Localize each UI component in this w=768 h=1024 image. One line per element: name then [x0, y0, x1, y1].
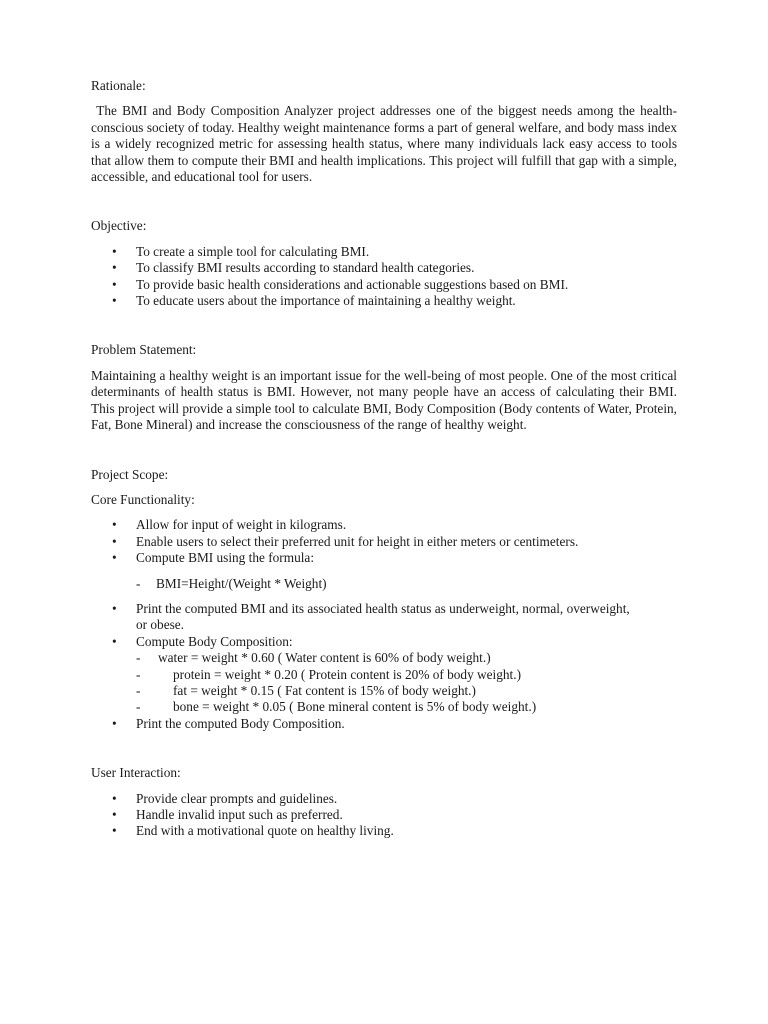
list-item: • Print the computed BMI and its associated health status as underweight, normal, overweight, or obese. [112, 600, 630, 633]
user-interaction-heading: User Interaction: [91, 765, 181, 781]
objective-list [91, 244, 677, 310]
bullet-icon: • [112, 293, 117, 309]
bullet-icon: • [112, 550, 117, 566]
list-item: • Provide clear prompts and guidelines. [112, 790, 338, 806]
bullet-icon: • [112, 790, 117, 806]
core-functionality-heading: Core Functionality: [91, 491, 195, 507]
bullet-icon: • [112, 276, 117, 292]
bullet-icon: • [112, 243, 117, 259]
problem-heading: Problem Statement: [91, 342, 197, 358]
list-item: • To provide basic health considerations and actionable suggestions based on BMI. [112, 276, 569, 292]
document-page [91, 78, 681, 840]
list-item: • Print the computed Body Composition. [112, 715, 345, 731]
list-item: - water = weight * 0.60 ( Water content is 60% of body weight.) [136, 650, 491, 666]
list-item: • End with a motivational quote on healthy living. [112, 823, 394, 839]
user-interaction-list [91, 791, 677, 840]
list-item: • To create a simple tool for calculating BMI. [112, 243, 370, 259]
core-functionality-list-continued [91, 601, 677, 650]
list-item: • Enable users to select their preferred unit for height in either meters or centimeters. [112, 533, 579, 549]
list-item: • Handle invalid input such as preferred. [112, 807, 343, 822]
bullet-icon: • [112, 600, 117, 616]
list-item: • To classify BMI results according to standard health categories. [112, 260, 475, 276]
bmi-formula [91, 576, 677, 592]
bullet-icon: • [112, 715, 117, 731]
dash-marker: - [136, 666, 141, 682]
list-item: • Allow for input of weight in kilograms. [112, 517, 347, 533]
list-item: - fat = weight * 0.15 ( Fat content is 15% of body weight.) [136, 682, 476, 698]
core-functionality-list-end [91, 716, 677, 732]
objective-heading: Objective: [91, 218, 147, 234]
bullet-icon: • [112, 633, 117, 649]
bullet-icon: • [112, 533, 117, 549]
composition-list [91, 650, 677, 716]
bullet-icon: • [112, 823, 117, 839]
dash-marker: - [136, 575, 141, 591]
dash-marker: - [136, 699, 141, 715]
problem-text: Maintaining a healthy weight is an important issue for the well-being of most people. One of the most critical determinants of health status is BMI. However, not many people have an access of calculating their BMI. This project will provide a simple tool to calculate BMI, Body Composition (Body contents of Water, Protein, Fat, Bone Mineral) and increase the consciousness of the range of healthy weight. [91, 367, 677, 433]
bmi-formula-text: BMI=Height/(Weight * Weight) [156, 575, 327, 591]
list-item: • Compute BMI using the formula: [112, 550, 315, 566]
list-item: • Compute Body Composition: [112, 633, 293, 649]
dash-marker: - [136, 682, 141, 698]
bullet-icon: • [112, 517, 117, 533]
bullet-icon: • [112, 260, 117, 276]
dash-marker: - [136, 650, 141, 666]
core-functionality-list [91, 517, 677, 566]
list-item: - bone = weight * 0.05 ( Bone mineral content is 5% of body weight.) [136, 699, 537, 715]
rationale-heading: Rationale: [91, 78, 146, 93]
list-item: • To educate users about the importance of maintaining a healthy weight. [112, 293, 516, 309]
bullet-icon: • [112, 807, 117, 822]
scope-heading: Project Scope: [91, 466, 169, 482]
rationale-text: The BMI and Body Composition Analyzer project addresses one of the biggest needs among the health-conscious society of today. Healthy weight maintenance forms a part of general welfare, and body mass index is a widely recognized metric for assessing health status, where many individuals lack easy access to tools that allow them to compute their BMI and health implications. This project will fulfill that gap with a simple, accessible, and educational tool for users. [91, 103, 681, 185]
list-item: - protein = weight * 0.20 ( Protein content is 20% of body weight.) [136, 666, 521, 682]
